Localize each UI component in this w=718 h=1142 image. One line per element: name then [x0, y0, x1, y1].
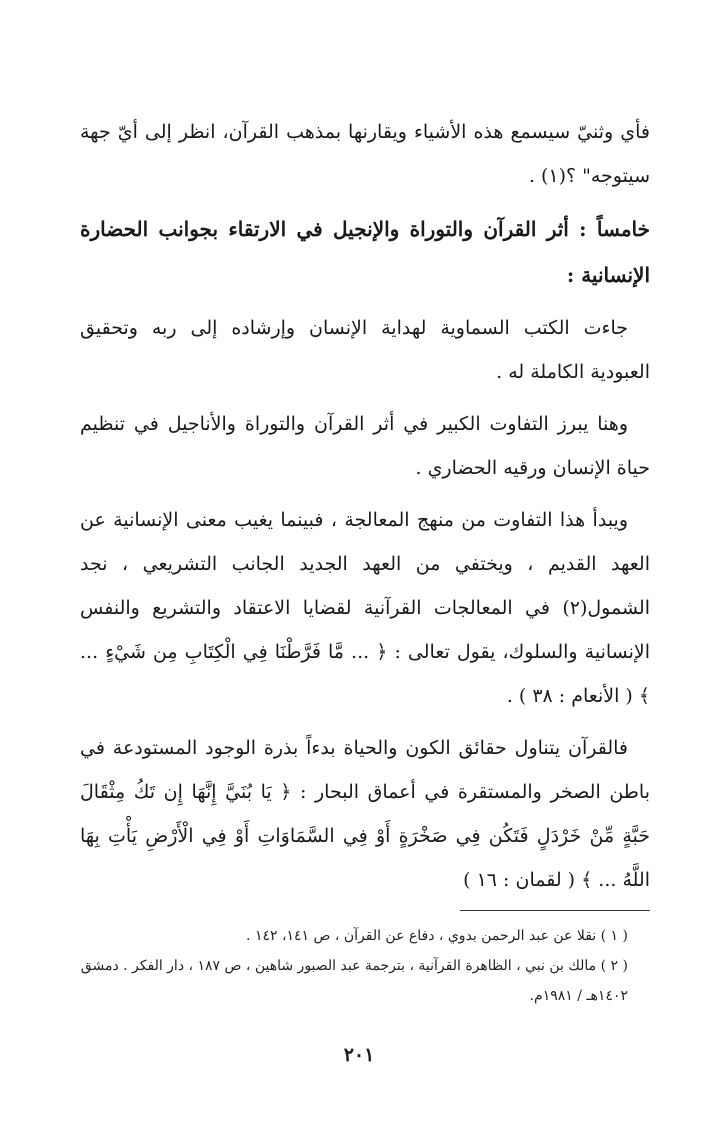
footnote-1: ( ١ ) نقلا عن عبد الرحمن بدوي ، دفاع عن القرآن ، ص ١٤١، ١٤٢ .	[246, 928, 628, 944]
paragraph-2: جاءت الكتب السماوية لهداية الإنسان وإرشاده إلى ربه وتحقيق العبودية الكاملة له .	[80, 317, 650, 383]
page-content	[80, 110, 650, 1011]
footnotes	[80, 921, 650, 1011]
paragraph-5: فالقرآن يتناول حقائق الكون والحياة بدءاً بذرة الوجود المستودعة في باطن الصخر والمستقرة في أعماق البحار : ﴿ يَا بُنَيَّ إِنَّهَا إِن تَكُ مِثْقَالَ حَبَّةٍ مِّنْ خَرْدَلٍ فَتَكُن فِي صَخْرَةٍ أَوْ فِي السَّمَاوَاتِ أَوْ فِي الْأَرْضِ يَأْتِ بِهَا اللَّهُ ... ﴾ ( لقمان : ١٦ )	[80, 737, 650, 891]
paragraph-1: فأي وثنيّ سيسمع هذه الأشياء ويقارنها بمذهب القرآن، انظر إلى أيّ جهة سيتوجه" ؟(١) .	[80, 121, 650, 187]
paragraph-4: ويبدأ هذا التفاوت من منهج المعالجة ، فبينما يغيب معنى الإنسانية عن العهد القديم ، ويختفي من العهد الجديد الجانب التشريعي ، نجد الشمول(٢) في المعالجات القرآنية لقضايا الاعتقاد والتشريع والنفس الإنسانية والسلوك، يقول تعالى : ﴿ ... مَّا فَرَّطْنَا فِي الْكِتَابِ مِن شَيْءٍ ... ﴾ ( الأنعام : ٣٨ ) .	[80, 509, 650, 707]
page-number: ٢٠١	[343, 1044, 375, 1066]
section-heading: خامساً : أثر القرآن والتوراة والإنجيل في الارتقاء بجوانب الحضارة الإنسانية :	[80, 217, 650, 287]
footnote-2: ( ٢ ) مالك بن نبي ، الظاهرة القرآنية ، بترجمة عبد الصبور شاهين ، ص ١٨٧ ، دار الفكر . دمشق ١٤٠٢هـ / ١٩٨١م.	[80, 958, 628, 1004]
footnote-separator	[460, 910, 650, 911]
paragraph-3: وهنا يبرز التفاوت الكبير في أثر القرآن والتوراة والأناجيل في تنظيم حياة الإنسان ورقيه الحضاري .	[80, 413, 650, 479]
